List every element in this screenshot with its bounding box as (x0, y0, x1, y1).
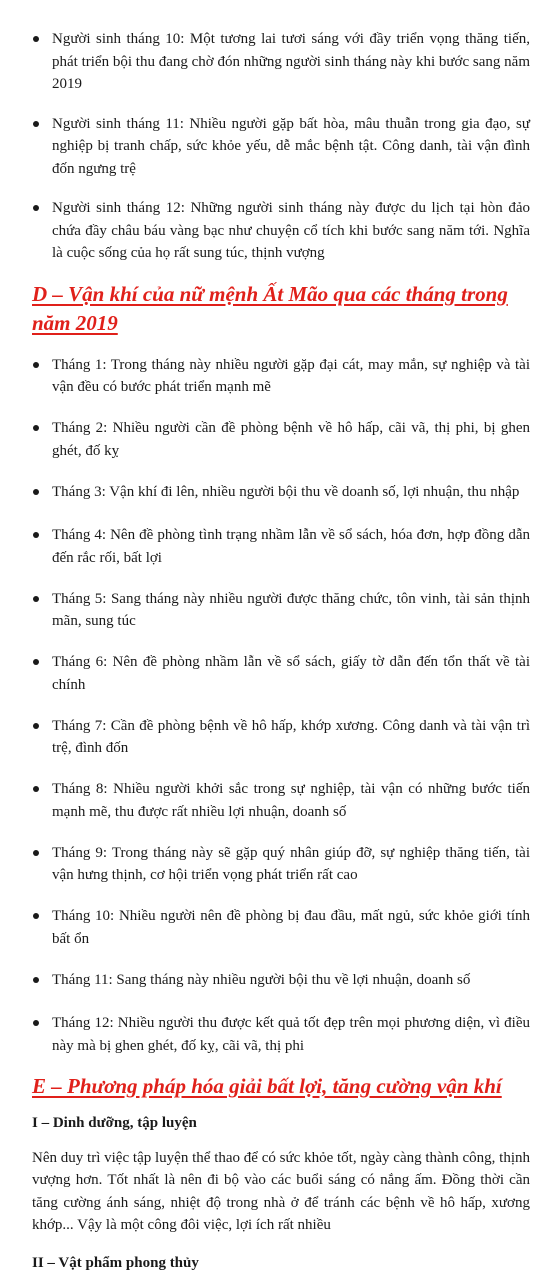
list-item-text: Tháng 2: Nhiều người cần đề phòng bệnh về hô hấp, cãi vã, thị phi, bị ghen ghét, đố kỵ (52, 420, 530, 459)
list-item (32, 969, 530, 992)
list-item-text: Tháng 7: Cần đề phòng bệnh về hô hấp, khớp xương. Công danh và tài vận trì trệ, đình đốn (52, 717, 530, 756)
bullet-icon (33, 425, 39, 431)
birth-month-list (32, 28, 530, 265)
list-item-text: Tháng 1: Trong tháng này nhiều người gặp đại cát, may mắn, sự nghiệp và tài vận đều có bước phát triển mạnh mẽ (52, 356, 530, 395)
list-item-text: Tháng 8: Nhiều người khởi sắc trong sự nghiệp, tài vận có những bước tiến mạnh mẽ, thu được rất nhiều lợi nhuận, doanh số (52, 781, 530, 820)
list-item (32, 524, 530, 569)
list-item (32, 588, 530, 633)
bullet-icon (33, 913, 39, 919)
bullet-icon (33, 1020, 39, 1026)
bullet-icon (33, 850, 39, 856)
list-item (32, 778, 530, 823)
section-e-heading: E – Phương pháp hóa giải bất lợi, tăng cường vận khí (32, 1073, 502, 1098)
list-item-text: Người sinh tháng 12: Những người sinh tháng này được du lịch tại hòn đảo chứa đầy châu báu vàng bạc như chuyện cổ tích khi bước sang năm tới. Nghĩa là cuộc sống của họ rất sung túc, thịnh vượng (52, 200, 530, 261)
bullet-icon (33, 121, 39, 127)
bullet-icon (33, 659, 39, 665)
list-item (32, 905, 530, 950)
list-item (32, 197, 530, 265)
list-item (32, 417, 530, 462)
list-item-text: Người sinh tháng 10: Một tương lai tươi sáng với đầy triển vọng thăng tiến, phát triển bội thu đang chờ đón những người sinh tháng này khi bước sang năm 2019 (52, 31, 530, 92)
section-d-heading: D – Vận khí của nữ mệnh Ất Mão qua các tháng trong năm 2019 (32, 281, 508, 335)
monthly-fortune-list (32, 354, 530, 1058)
list-item (32, 651, 530, 696)
bullet-icon (33, 723, 39, 729)
bullet-icon (33, 977, 39, 983)
list-item (32, 28, 530, 96)
list-item-text: Tháng 4: Nên đề phòng tình trạng nhầm lẫn về sổ sách, hóa đơn, hợp đồng dẫn đến rắc rối, bất lợi (52, 527, 530, 566)
list-item-text: Người sinh tháng 11: Nhiều người gặp bất hòa, mâu thuẫn trong gia đạo, sự nghiệp bị tranh chấp, sức khỏe yếu, dễ mắc bệnh tật. Công danh, tài vận đình đốn ngưng trệ (52, 115, 530, 177)
list-item (32, 715, 530, 760)
subsection-nutrition-heading: I – Dinh dưỡng, tập luyện (32, 1114, 197, 1131)
subsection-feng-shui-heading: II – Vật phẩm phong thủy (32, 1254, 199, 1271)
list-item-text: Tháng 11: Sang tháng này nhiều người bội thu về lợi nhuận, doanh số (52, 971, 471, 988)
list-item (32, 481, 530, 504)
list-item-text: Tháng 6: Nên đề phòng nhầm lẫn về sổ sách, giấy tờ dẫn đến tổn thất về tài chính (52, 654, 530, 693)
list-item (32, 354, 530, 399)
list-item-text: Tháng 3: Vận khí đi lên, nhiều người bội thu về doanh số, lợi nhuận, thu nhập (52, 483, 520, 500)
list-item-text: Tháng 12: Nhiều người thu được kết quả tốt đẹp trên mọi phương diện, vì điều này mà bị ghen ghét, đố kỵ, cãi vã, thị phi (52, 1015, 530, 1054)
bullet-icon (33, 205, 39, 211)
nutrition-paragraph: Nên duy trì việc tập luyện thể thao để có sức khỏe tốt, ngày càng thành công, thịnh vượng hơn. Tốt nhất là nên đi bộ vào các buổi sáng có nắng ấm. Đồng thời cần tăng cường ánh sáng, nhiệt độ trong nhà ở để tránh các bệnh về hô hấp, xương khớp... Vậy là một công đôi việc, lợi ích rất nhiều (32, 1149, 530, 1233)
bullet-icon (33, 596, 39, 602)
bullet-icon (33, 489, 39, 495)
list-item-text: Tháng 10: Nhiều người nên đề phòng bị đau đầu, mất ngủ, sức khỏe giới tính bất ổn (52, 908, 530, 947)
bullet-icon (33, 786, 39, 792)
bullet-icon (33, 36, 39, 42)
list-item (32, 113, 530, 181)
list-item-text: Tháng 9: Trong tháng này sẽ gặp quý nhân giúp đỡ, sự nghiệp thăng tiến, tài vận hưng thịnh, cơ hội triển vọng phát triển rất cao (52, 844, 530, 883)
bullet-icon (33, 362, 39, 368)
list-item (32, 842, 530, 887)
list-item-text: Tháng 5: Sang tháng này nhiều người được thăng chức, tôn vinh, tài sản thịnh mãn, sung túc (52, 590, 530, 629)
bullet-icon (33, 532, 39, 538)
list-item (32, 1012, 530, 1057)
